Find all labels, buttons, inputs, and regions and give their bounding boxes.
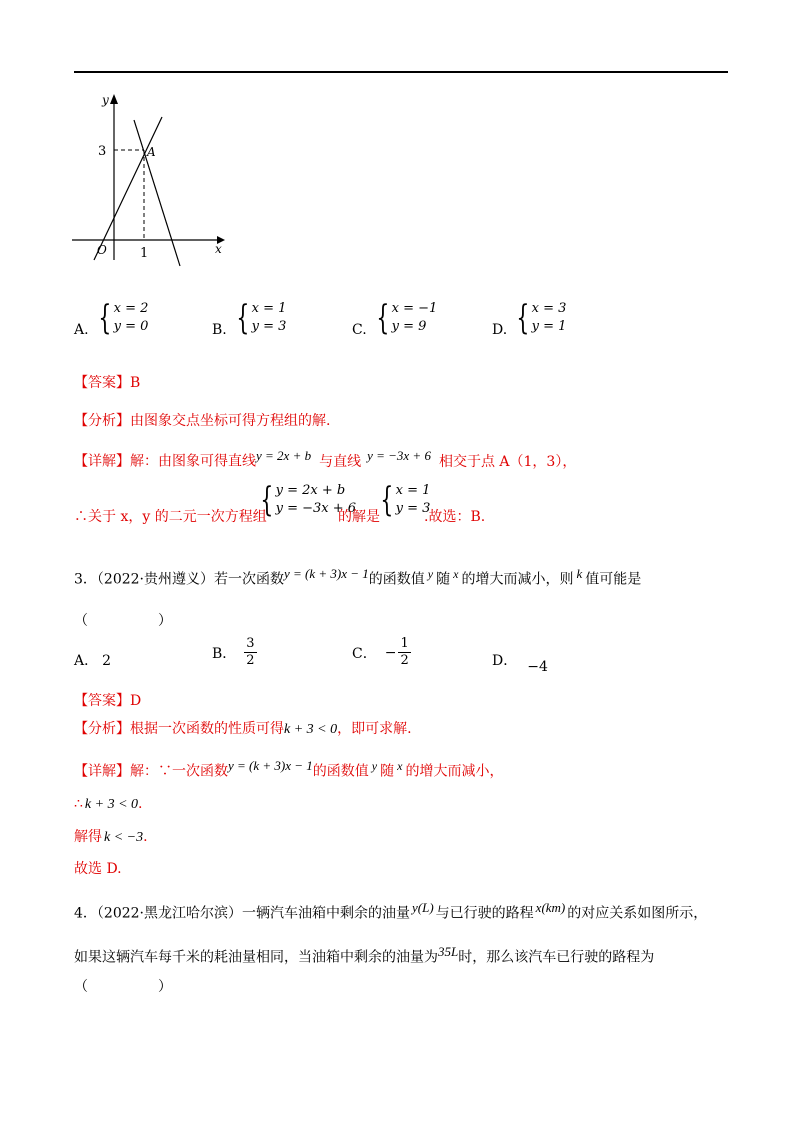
q3-var-k: k xyxy=(576,566,583,581)
option-d-system xyxy=(512,300,566,336)
q3-opt-b-label: B． xyxy=(212,645,237,662)
option-c-label: C. xyxy=(352,322,367,338)
q3-answer: 【答案】D xyxy=(74,693,142,709)
q4-amount: 35L xyxy=(438,944,459,959)
brace-icon: { xyxy=(516,298,530,338)
brace-icon: { xyxy=(98,298,112,338)
q3-opt-a-label: A． xyxy=(74,653,99,669)
brace-icon: { xyxy=(376,298,390,338)
x-axis-label: x xyxy=(215,242,222,256)
q2-conclusion-sol1: x = 1 xyxy=(395,483,431,498)
q3-option-c xyxy=(352,636,411,669)
q2-conclusion-sys2: y = −3x + 6 xyxy=(275,501,357,516)
q3-final: 故选 D. xyxy=(74,861,122,877)
q3-option-d xyxy=(492,650,548,675)
q4-line2-prefix: 如果这辆汽车每千米的耗油量相同，当油箱中剩余的油量为 xyxy=(74,949,438,966)
q3-step2-prefix: 解得 xyxy=(74,829,102,845)
q3-opt-d-label: D． xyxy=(492,653,518,669)
q4-stem-line2 xyxy=(74,944,654,967)
function-graph xyxy=(72,90,232,270)
q3-stem-suffix: 值可能是 xyxy=(585,571,642,588)
q3-stem-mid3: 的增大而减小，则 xyxy=(461,571,574,588)
q3-detail-prefix: 【详解】解：∵一次函数 xyxy=(74,763,228,780)
q2-detail xyxy=(74,448,576,471)
q2-detail-suffix: 相交于点 A（1，3）， xyxy=(438,453,577,470)
option-d-label: D. xyxy=(492,322,508,338)
q2-detail-mid: 与直线 xyxy=(319,453,362,470)
q3-detail-func: y = (k + 3)x − 1 xyxy=(228,758,313,773)
option-a-eq2: y = 0 xyxy=(113,319,149,334)
q4-var-x: x(km) xyxy=(535,900,566,915)
q3-detail-mid1: 的函数值 xyxy=(312,763,369,780)
q3-opt-b-fraction xyxy=(244,636,256,669)
q2-analysis: 【分析】由图象交点坐标可得方程组的解. xyxy=(74,413,331,429)
line-y-neg3x-6 xyxy=(134,120,180,266)
q3-detail xyxy=(74,758,503,781)
q3-stem-mid2: 随 xyxy=(436,571,451,588)
q4-var-y: y(L) xyxy=(412,900,434,915)
q3-option-b xyxy=(212,636,257,669)
q3-opt-d-value: −4 xyxy=(527,659,548,675)
option-b-eq2: y = 3 xyxy=(251,319,287,334)
q3-analysis-suffix: ，即可求解. xyxy=(337,721,412,737)
q3-step1-suffix: . xyxy=(138,796,143,812)
q4-stem-line1 xyxy=(74,900,707,923)
q3-stem-prefix: 3．（2022·贵州遵义）若一次函数 xyxy=(74,571,284,588)
q3-step2-suffix: . xyxy=(143,829,148,845)
y-tick-label: 3 xyxy=(98,144,107,159)
y-axis-label: y xyxy=(102,93,109,107)
q3-step1-ineq: k + 3 < 0 xyxy=(84,797,139,812)
q2-conclusion-prefix: ∴关于 x，y 的二元一次方程组 xyxy=(74,509,267,525)
q3-opt-c-fraction xyxy=(398,636,410,669)
q2-detail-line1: y = 2x + b xyxy=(256,448,312,463)
q3-detail-mid2: 随 xyxy=(380,763,395,780)
q2-detail-prefix: 【详解】解：由图象可得直线 xyxy=(74,453,256,470)
option-d-eq2: y = 1 xyxy=(531,319,567,334)
brace-icon: { xyxy=(260,480,274,520)
q2-conclusion-suffix: .故选：B. xyxy=(424,509,486,525)
brace-icon: { xyxy=(236,298,250,338)
q4-paren: （ ） xyxy=(74,979,172,995)
q3-opt-b-den: 2 xyxy=(246,653,255,668)
q2-conclusion-sys1: y = 2x + b xyxy=(275,483,346,498)
header-rule xyxy=(74,71,728,73)
q3-step1 xyxy=(74,796,142,813)
q3-analysis-prefix: 【分析】根据一次函数的性质可得 xyxy=(74,721,284,737)
line-y-2x-b xyxy=(94,117,162,260)
y-axis-arrow-icon xyxy=(110,94,118,104)
option-a-system xyxy=(94,300,148,336)
q2-conclusion-mid: 的解是 xyxy=(338,509,380,525)
q4-line2-suffix: 时，那么该汽车已行驶的路程为 xyxy=(458,949,655,966)
option-c-eq1: x = −1 xyxy=(391,301,438,316)
q3-var-x: x xyxy=(453,567,459,581)
q3-paren: （ ） xyxy=(74,613,172,629)
q3-opt-c-num: 1 xyxy=(400,636,409,651)
q3-opt-c-label: C． xyxy=(352,645,377,662)
q3-opt-c-sign: − xyxy=(384,644,397,661)
q4-stem-suffix: 的对应关系如图所示， xyxy=(567,905,708,922)
option-a-label: A. xyxy=(74,322,89,338)
q3-opt-c-den: 2 xyxy=(400,653,409,668)
q3-step1-prefix: ∴ xyxy=(74,796,83,812)
q3-option-a xyxy=(74,650,111,670)
q3-step2 xyxy=(74,826,148,846)
option-d-eq1: x = 3 xyxy=(531,301,567,316)
option-c-eq2: y = 9 xyxy=(391,319,427,334)
q2-conclusion-solution xyxy=(376,482,430,518)
q3-step2-ineq: k < −3 xyxy=(104,830,144,845)
option-b-label: B. xyxy=(212,322,227,338)
q3-detail-x: x xyxy=(397,759,403,773)
q2-answer: 【答案】B xyxy=(74,375,141,391)
option-a-eq1: x = 2 xyxy=(113,301,149,316)
option-c-system xyxy=(372,300,437,336)
q3-stem-mid1: 的函数值 xyxy=(368,571,425,588)
q3-stem xyxy=(74,566,641,589)
q3-detail-suffix: 的增大而减小， xyxy=(405,763,504,780)
point-a-label: A xyxy=(147,145,156,159)
brace-icon: { xyxy=(380,480,394,520)
q3-opt-a-value: 2 xyxy=(102,653,112,669)
q2-detail-line2: y = −3x + 6 xyxy=(367,448,431,463)
x-tick-label: 1 xyxy=(140,246,149,261)
q2-conclusion-sol2: y = 3 xyxy=(395,501,431,516)
q3-analysis-ineq: k + 3 < 0 xyxy=(284,722,338,737)
origin-label: O xyxy=(97,243,107,257)
q4-stem-mid: 与已行驶的路程 xyxy=(435,905,534,922)
q3-analysis xyxy=(74,718,412,738)
q3-opt-b-num: 3 xyxy=(246,636,255,651)
option-b-eq1: x = 1 xyxy=(251,301,287,316)
q4-stem-prefix: 4．（2022·黑龙江哈尔滨）一辆汽车油箱中剩余的油量 xyxy=(74,905,410,922)
q3-detail-y: y xyxy=(371,759,378,773)
q3-var-y: y xyxy=(427,567,434,581)
option-b-system xyxy=(232,300,286,336)
q3-func: y = (k + 3)x − 1 xyxy=(284,566,369,581)
